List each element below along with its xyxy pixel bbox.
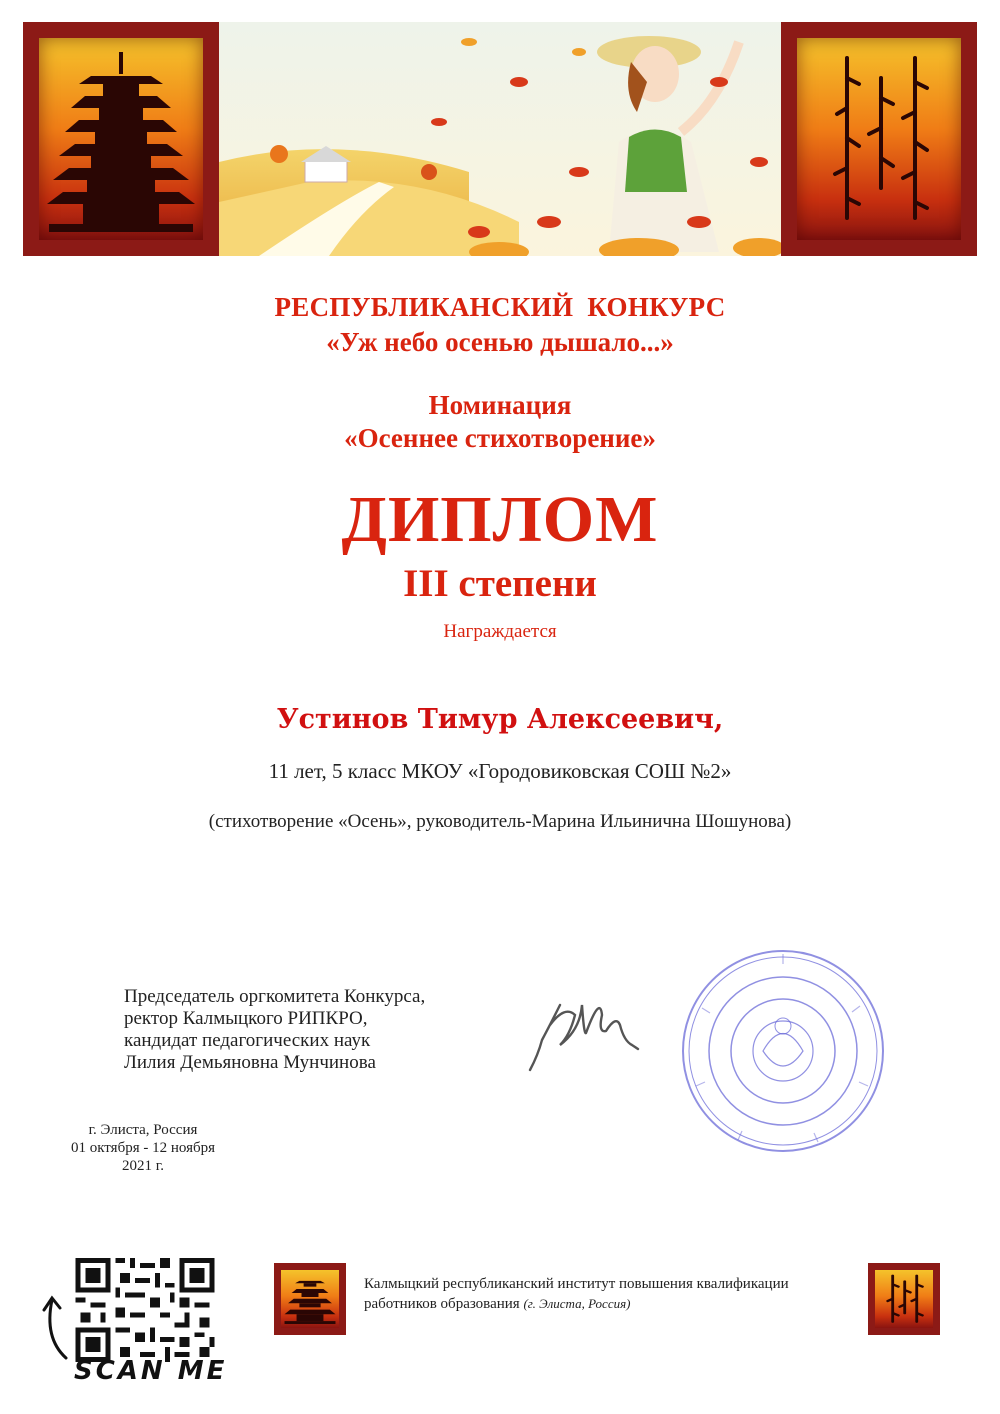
contest-subtitle: «Уж небо осенью дышало...» [326,327,674,357]
diploma-title: ДИПЛОМ [341,483,659,556]
mongolian-script-icon [797,38,961,240]
mongolian-script-icon [875,1270,933,1328]
recipient-info: 11 лет, 5 класс МКОУ «Городовиковская СОШ №2» [268,759,732,783]
stamp-seal-icon [678,946,888,1156]
nomination-name: «Осеннее стихотворение» [344,423,656,453]
institute-line2: работников образования (г. Элиста, Россия) [364,1296,631,1312]
autumn-illustration [219,22,781,256]
institute-logo-left [274,1263,346,1335]
signer-name: Лилия Демьяновна Мунчинова [124,1052,376,1073]
recipient-name: Устинов Тимур Алексеевич, [276,704,724,735]
year: 2021 г. [122,1158,164,1174]
mongolian-script-panel [781,22,977,256]
signer-degree: кандидат педагогических наук [124,1030,371,1051]
recipient-work: (стихотворение «Осень», руководитель-Марина Ильинична Шошунова) [208,811,792,832]
institute-name [364,1275,854,1314]
signature-icon [520,985,650,1080]
pagoda-icon [281,1270,339,1328]
header-banner [23,22,977,256]
place: г. Элиста, Россия [88,1122,198,1138]
signer-title: ректор Калмыцкого РИПКРО, [124,1008,368,1029]
institute-location: (г. Элиста, Россия) [523,1296,631,1311]
institute-line1: Калмыцкий республиканский институт повышения квалификации [364,1276,789,1292]
date-range: 01 октября - 12 ноября [70,1140,216,1156]
nomination-label: Номинация [428,390,572,420]
awarded-label: Награждается [443,621,557,642]
institute-logo-right [868,1263,940,1335]
signer-block [124,986,425,1074]
diploma-degree: III степени [403,562,597,605]
pagoda-panel [23,22,219,256]
contest-title: РЕСПУБЛИКАНСКИЙ КОНКУРС [274,292,726,322]
pagoda-icon [39,38,203,240]
qr-code-icon[interactable] [75,1258,215,1362]
signer-position: Председатель оргкомитета Конкурса, [124,986,426,1007]
place-date [50,1121,236,1175]
arrow-icon [38,1292,74,1362]
scan-me-label: SCAN ME [74,1356,228,1386]
